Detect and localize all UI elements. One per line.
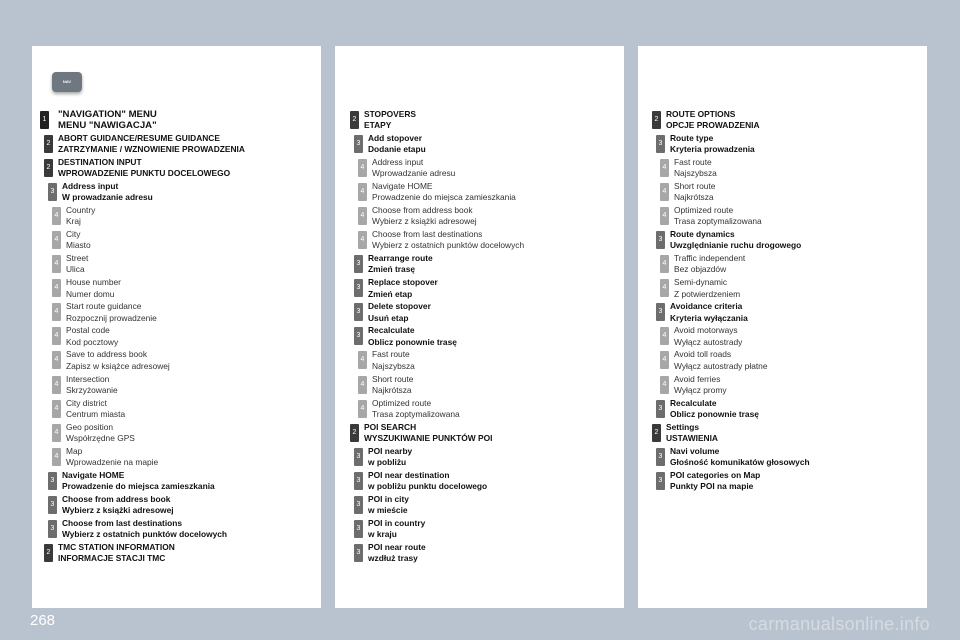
level-badge: 3 [354, 279, 363, 297]
menu-item-label-en: Choose from last destinations [62, 517, 183, 528]
menu-item-label-pl: Głośność komunikatów głosowych [670, 456, 810, 467]
menu-item-label-en: POI near destination [368, 469, 450, 480]
menu-item-label-pl: Zapisz w książce adresowej [66, 360, 170, 371]
menu-item-label-pl: Numer domu [66, 288, 115, 299]
menu-item-label-en: Choose from address book [62, 493, 171, 504]
menu-item-label-en: Save to address book [66, 349, 148, 360]
level-badge: 2 [44, 544, 53, 562]
menu-item-label-pl: Wybierz z książki adresowej [62, 504, 174, 515]
menu-item-label-pl: Wprowadzanie adresu [372, 168, 456, 179]
menu-item-label-en: House number [66, 277, 121, 288]
level-badge: 4 [52, 376, 61, 394]
menu-item-label-en: Start route guidance [66, 301, 142, 312]
menu-item-label-pl: Trasa zoptymalizowana [372, 408, 460, 419]
menu-item-label-pl: WPROWADZENIE PUNKTU DOCELOWEGO [58, 168, 231, 179]
menu-item-label-pl: w pobliżu [368, 456, 407, 467]
menu-item-label-en: Route type [670, 133, 714, 144]
menu-item-label-en: ROUTE OPTIONS [666, 109, 736, 119]
page-number: 268 [30, 612, 56, 629]
menu-item-text [674, 157, 717, 179]
menu-item-text [368, 470, 487, 492]
menu-item-label-pl: W prowadzanie adresu [62, 192, 153, 203]
menu-item-label-pl: Kryteria prowadzenia [670, 144, 755, 155]
menu-item-label-pl: Najszybsza [372, 360, 415, 371]
menu-item-label-en: Recalculate [368, 325, 415, 336]
menu-item-text [674, 181, 715, 203]
menu-item-label-en: Navi volume [670, 445, 720, 456]
menu-item-label-en: "NAVIGATION" MENU [58, 109, 157, 120]
menu-item-text [368, 301, 431, 323]
level-badge: 4 [358, 159, 367, 177]
menu-item-text [62, 181, 153, 203]
level-badge: 4 [52, 448, 61, 466]
menu-item-text [58, 542, 175, 564]
menu-item-label-pl: Najszybsza [674, 168, 717, 179]
level-badge: 3 [48, 496, 57, 514]
level-badge: 3 [656, 231, 665, 249]
menu-item-text [58, 157, 230, 179]
menu-item-label-en: Intersection [66, 373, 110, 384]
menu-item-label-en: Settings [666, 421, 700, 432]
menu-item-label-pl: Uwzględnianie ruchu drogowego [670, 240, 802, 251]
level-badge: 3 [354, 303, 363, 321]
menu-item-text [368, 277, 438, 299]
menu-item-text [368, 446, 412, 468]
menu-item-text [674, 277, 740, 299]
level-badge: 2 [652, 111, 661, 129]
level-badge: 4 [660, 255, 669, 273]
menu-item-text [674, 325, 742, 347]
level-badge: 3 [354, 520, 363, 538]
menu-item-label-en: Address input [62, 181, 119, 192]
menu-item-text [372, 374, 413, 396]
level-badge: 2 [652, 424, 661, 442]
level-badge: 3 [354, 448, 363, 466]
menu-item-text [666, 422, 718, 444]
menu-item-label-en: Recalculate [670, 397, 717, 408]
menu-item-label-pl: MENU "NAWIGACJA" [58, 120, 157, 131]
menu-item-label-en: Optimized route [372, 397, 432, 408]
menu-item-label-pl: w kraju [368, 529, 397, 539]
menu-item-label-pl: Oblicz ponownie trasę [368, 336, 457, 347]
menu-item-label-en: Avoid toll roads [674, 349, 732, 360]
level-badge: 2 [350, 424, 359, 442]
menu-item-label-en: Map [66, 445, 83, 456]
menu-item-label-en: Navigate HOME [62, 469, 125, 480]
menu-item-text [364, 422, 492, 444]
level-badge: 4 [52, 255, 61, 273]
menu-item-label-pl: Wybierz z ostatnich punktów docelowych [62, 529, 228, 539]
menu-item-label-en: Geo position [66, 421, 114, 432]
menu-item-label-en: Avoid motorways [674, 325, 738, 336]
menu-item-label-en: DESTINATION INPUT [58, 157, 142, 168]
menu-item-label-en: POI nearby [368, 445, 413, 456]
menu-item-label-en: Address input [372, 157, 424, 168]
menu-item-label-pl: Dodanie etapu [368, 144, 426, 155]
menu-item-text [66, 277, 121, 299]
menu-item-text [66, 325, 118, 347]
level-badge: 4 [52, 351, 61, 369]
menu-item-label-pl: w pobliżu punktu docelowego [368, 480, 488, 491]
menu-item-label-en: Choose from address book [372, 205, 473, 216]
menu-item-label-pl: Miasto [66, 240, 91, 251]
menu-item-label-en: Semi-dynamic [674, 277, 728, 288]
menu-item-text [674, 205, 762, 227]
level-badge: 4 [660, 207, 669, 225]
menu-item-label-pl: wzdłuż trasy [368, 553, 418, 564]
menu-item-label-en: Short route [372, 373, 414, 384]
menu-item-label-en: Choose from last destinations [372, 229, 483, 240]
level-badge: 3 [354, 327, 363, 345]
level-badge: 4 [358, 376, 367, 394]
menu-item-label-en: POI in city [368, 493, 409, 504]
menu-item-label-pl: Oblicz ponownie trasę [670, 408, 759, 419]
nav-button-label: NAV [62, 79, 72, 84]
menu-item-text [58, 133, 245, 155]
menu-item-label-en: City district [66, 397, 107, 408]
level-badge: 4 [52, 327, 61, 345]
menu-item-label-pl: Centrum miasta [66, 408, 126, 419]
menu-item-label-pl: Wyłącz autostrady płatne [674, 360, 768, 371]
menu-item-label-en: STOPOVERS [364, 109, 416, 119]
menu-item-label-pl: Wyłącz promy [674, 384, 727, 395]
level-badge: 4 [660, 159, 669, 177]
menu-item-label-en: Traffic independent [674, 253, 746, 264]
menu-item-text [372, 205, 477, 227]
menu-item-label-pl: w mieście [368, 504, 408, 515]
level-badge: 4 [660, 183, 669, 201]
level-badge: 3 [354, 135, 363, 153]
menu-item-label-en: TMC STATION INFORMATION [58, 541, 175, 552]
level-badge: 4 [52, 207, 61, 225]
menu-item-text [674, 253, 745, 275]
menu-item-label-pl: Zmień etap [368, 288, 413, 299]
level-badge: 4 [660, 279, 669, 297]
level-badge: 4 [52, 231, 61, 249]
menu-item-label-en: Fast route [674, 157, 712, 168]
level-badge: 3 [354, 255, 363, 273]
menu-item-label-en: Short route [674, 181, 716, 192]
menu-item-label-pl: Prowadzenie do miejsca zamieszkania [62, 480, 215, 491]
menu-item-text [66, 349, 170, 371]
menu-item-text [66, 422, 135, 444]
menu-item-label-en: Replace stopover [368, 277, 438, 288]
menu-item-label-en: POI SEARCH [364, 421, 417, 432]
menu-item-label-pl: Kraj [66, 216, 81, 227]
menu-item-label-pl: Punkty POI na mapie [670, 480, 754, 491]
menu-item-label-pl: INFORMACJE STACJI TMC [58, 553, 166, 564]
menu-item-label-pl: Wybierz z ostatnich punktów docelowych [372, 240, 525, 251]
menu-item-label-en: Street [66, 253, 89, 264]
menu-item-text [66, 229, 91, 251]
menu-item-label-pl: Kod pocztowy [66, 336, 119, 347]
level-badge: 4 [660, 351, 669, 369]
menu-item-label-pl: ETAPY [364, 120, 392, 131]
menu-item-label-pl: Kryteria wyłączania [670, 312, 748, 323]
menu-item-label-pl: Wprowadzenie na mapie [66, 456, 159, 467]
menu-item-text [674, 349, 768, 371]
menu-item-label-en: Delete stopover [368, 301, 431, 312]
level-badge: 4 [52, 303, 61, 321]
menu-item-label-pl: Rozpocznij prowadzenie [66, 312, 157, 323]
level-badge: 2 [350, 111, 359, 129]
level-badge: 4 [660, 376, 669, 394]
menu-item-text [364, 109, 416, 131]
menu-item-text [66, 374, 118, 396]
menu-item-label-pl: Najkrótsza [674, 192, 714, 203]
menu-item-label-pl: Bez objazdów [674, 264, 727, 275]
menu-item-text [674, 374, 727, 396]
menu-item-text [666, 109, 760, 131]
menu-item-text [372, 229, 524, 251]
menu-item-label-en: ABORT GUIDANCE/RESUME GUIDANCE [58, 133, 220, 144]
menu-item-label-pl: Prowadzenie do miejsca zamieszkania [372, 192, 516, 203]
level-badge: 4 [358, 231, 367, 249]
level-badge: 2 [44, 159, 53, 177]
level-badge: 3 [48, 520, 57, 538]
menu-item-label-pl: Usuń etap [368, 312, 409, 323]
menu-item-text [62, 494, 174, 516]
menu-item-label-en: Optimized route [674, 205, 734, 216]
menu-item-label-en: Postal code [66, 325, 110, 336]
menu-item-label-en: Avoid ferries [674, 373, 721, 384]
menu-item-text [670, 446, 810, 468]
menu-item-text [368, 518, 425, 540]
menu-item-text [670, 229, 801, 251]
menu-item-label-pl: Wybierz z książki adresowej [372, 216, 477, 227]
menu-item-label-pl: Skrzyżowanie [66, 384, 118, 395]
menu-item-text [372, 349, 415, 371]
menu-item-label-pl: Wyłącz autostrady [674, 336, 743, 347]
menu-item-text [372, 398, 460, 420]
level-badge: 4 [358, 207, 367, 225]
menu-item-text [372, 181, 516, 203]
menu-item-text [66, 301, 157, 323]
level-badge: 4 [358, 400, 367, 418]
menu-item-label-en: Add stopover [368, 133, 422, 144]
level-badge: 3 [656, 400, 665, 418]
menu-item-text [66, 446, 158, 468]
menu-item-label-pl: Ulica [66, 264, 85, 275]
level-badge: 3 [48, 472, 57, 490]
menu-item-text [368, 494, 409, 516]
menu-item-label-en: Route dynamics [670, 229, 735, 240]
level-badge: 2 [44, 135, 53, 153]
level-badge: 4 [358, 351, 367, 369]
menu-item-label-pl: WYSZUKIWANIE PUNKTÓW POI [364, 432, 493, 443]
level-badge: 3 [354, 544, 363, 562]
menu-item-text [368, 133, 426, 155]
level-badge: 3 [656, 448, 665, 466]
menu-item-text [670, 398, 759, 420]
menu-item-text [368, 542, 426, 564]
watermark: carmanualsonline.info [748, 614, 930, 634]
menu-item-label-pl: Zmień trasę [368, 264, 416, 275]
menu-item-text [368, 253, 433, 275]
level-badge: 1 [40, 111, 49, 129]
menu-item-label-en: Rearrange route [368, 253, 433, 264]
level-badge: 4 [358, 183, 367, 201]
nav-button-icon [52, 72, 82, 92]
level-badge: 4 [660, 327, 669, 345]
level-badge: 3 [656, 472, 665, 490]
level-badge: 3 [656, 135, 665, 153]
level-badge: 3 [354, 496, 363, 514]
menu-item-label-en: Navigate HOME [372, 181, 433, 192]
menu-item-label-pl: USTAWIENIA [666, 432, 718, 443]
level-badge: 3 [354, 472, 363, 490]
menu-item-label-en: Fast route [372, 349, 410, 360]
menu-item-text [62, 518, 227, 540]
menu-item-text [66, 253, 88, 275]
menu-item-label-pl: OPCJE PROWADZENIA [666, 120, 760, 131]
menu-item-text [58, 109, 157, 131]
level-badge: 3 [656, 303, 665, 321]
menu-item-label-en: POI categories on Map [670, 469, 761, 480]
level-badge: 4 [52, 424, 61, 442]
menu-item-text [66, 398, 125, 420]
menu-item-text [66, 205, 95, 227]
menu-item-label-pl: ZATRZYMANIE / WZNOWIENIE PROWADZENIA [58, 144, 245, 155]
menu-item-label-pl: Trasa zoptymalizowana [674, 216, 762, 227]
menu-item-text [670, 133, 755, 155]
level-badge: 3 [48, 183, 57, 201]
menu-item-label-pl: Współrzędne GPS [66, 432, 135, 443]
menu-item-label-pl: Najkrótsza [372, 384, 412, 395]
level-badge: 4 [52, 279, 61, 297]
menu-item-label-en: POI near route [368, 541, 426, 552]
menu-item-label-en: POI in country [368, 517, 426, 528]
menu-item-label-en: Country [66, 205, 96, 216]
menu-item-text [670, 470, 760, 492]
menu-item-text [372, 157, 455, 179]
menu-item-label-pl: Z potwierdzeniem [674, 288, 741, 299]
menu-item-label-en: Avoidance criteria [670, 301, 743, 312]
menu-item-label-en: City [66, 229, 81, 240]
level-badge: 4 [52, 400, 61, 418]
menu-item-text [368, 325, 457, 347]
menu-item-text [62, 470, 215, 492]
menu-item-text [670, 301, 748, 323]
